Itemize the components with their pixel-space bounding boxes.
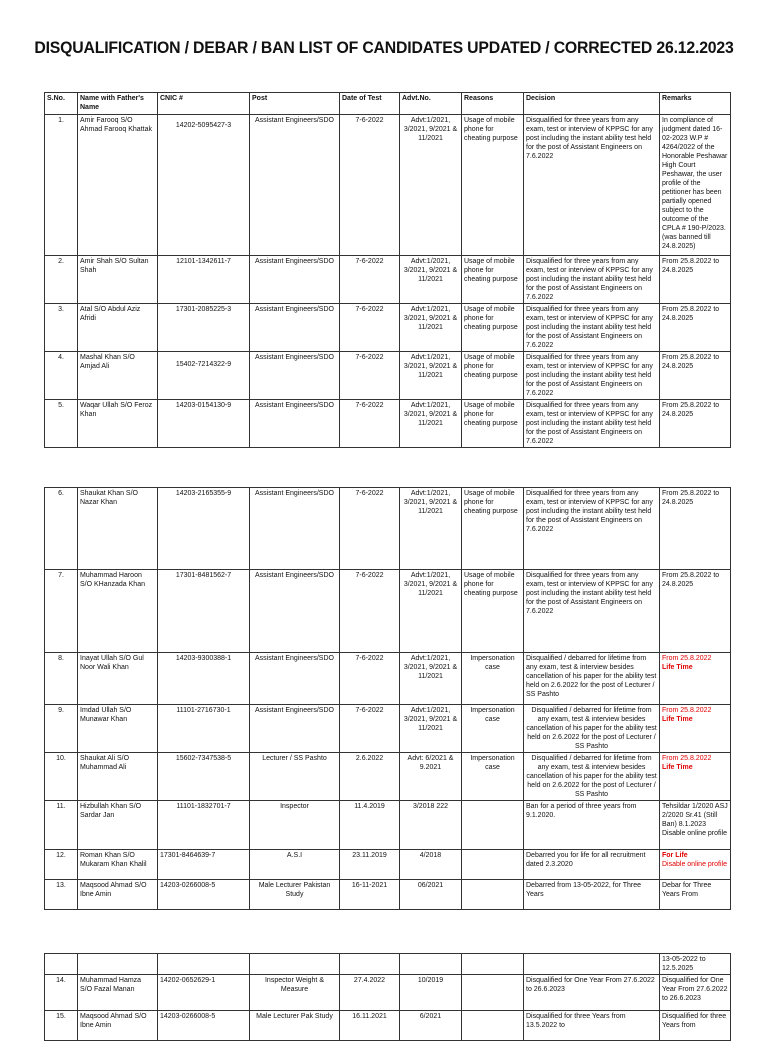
col-header-post: Post (250, 93, 340, 115)
col-header-reasons: Reasons (462, 93, 524, 115)
cell-cnic: 14203-0266008-5 (158, 880, 250, 910)
cell-remarks: Debar for Three Years From (660, 880, 731, 910)
cell-sno: 1. (45, 115, 78, 256)
col-header-decision: Decision (524, 93, 660, 115)
cell-date: 7-6-2022 (340, 352, 400, 400)
cell-decision: Disqualified for three years from any exam, test or interview of KPPSC for any post including the instant ability test held for the post of Assistant Engineers on 7.6.2022 (524, 400, 660, 448)
cell-remarks: 13-05-2022 to 12.5.2025 (660, 954, 731, 975)
cell-date: 7-6-2022 (340, 304, 400, 352)
cell-remarks: Tehsildar 1/2020 ASJ 2/2020 Sr.41 (Still Ban) 8.1.2023 Disable online profile (660, 801, 731, 850)
cell-reasons: Usage of mobile phone for cheating purpose (462, 570, 524, 653)
cell-name: Amir Farooq S/O Ahmad Farooq Khattak (78, 115, 158, 256)
col-header-remarks: Remarks (660, 93, 731, 115)
cell-name: Amir Shah S/O Sultan Shah (78, 256, 158, 304)
cell-cnic (158, 954, 250, 975)
cell-sno: 12. (45, 850, 78, 880)
cell-name: Shaukat Khan S/O Nazar Khan (78, 488, 158, 570)
cell-remarks: From 25.8.2022 to 24.8.2025 (660, 400, 731, 448)
cell-post: Assistant Engineers/SDO (250, 570, 340, 653)
cell-name: Atal S/O Abdul Aziz Afridi (78, 304, 158, 352)
cell-name: Muhammad Hamza S/O Fazal Manan (78, 975, 158, 1011)
cell-decision: Disqualified / debarred for lifetime from any exam, test & interview besides cancellation of his paper for the ability test held on 2.6.2022 for the post of Lecturer / SS Pashto (524, 705, 660, 753)
ban-list-table-part-3 (44, 953, 731, 1041)
cell-reasons: Impersonation case (462, 653, 524, 705)
cell-reasons: Impersonation case (462, 753, 524, 801)
cell-reasons: Usage of mobile phone for cheating purpose (462, 488, 524, 570)
cell-advt: Advt:1/2021, 3/2021, 9/2021 & 11/2021 (400, 304, 462, 352)
cell-remarks: From 25.8.2022 to 24.8.2025 (660, 488, 731, 570)
cell-date: 7-6-2022 (340, 256, 400, 304)
cell-post: Male Lecturer Pak Study (250, 1011, 340, 1041)
cell-date: 7-6-2022 (340, 705, 400, 753)
cell-decision (524, 954, 660, 975)
cell-decision: Disqualified for three years from any exam, test or interview of KPPSC for any post including the instant ability test held for the post of Assistant Engineers on 7.6.2022 (524, 256, 660, 304)
cell-decision: Disqualified / debarred for lifetime from any exam, test & interview besides cancellation of his paper for the ability test held on 2.6.2022 for the post of Lecturer / SS Pashto (524, 653, 660, 705)
cell-name: Mashal Khan S/O Amjad Ali (78, 352, 158, 400)
cell-decision: Disqualified for three years from any exam, test or interview of KPPSC for any post including the instant ability test held for the post of Assistant Engineers on 7.6.2022 (524, 570, 660, 653)
table-row (45, 753, 731, 801)
cell-advt: Advt:1/2021, 3/2021, 9/2021 & 11/2021 (400, 653, 462, 705)
table-row (45, 705, 731, 753)
cell-cnic: 17301-8464639-7 (158, 850, 250, 880)
table-row (45, 304, 731, 352)
cell-reasons: Usage of mobile phone for cheating purpose (462, 304, 524, 352)
cell-date: 16.11.2021 (340, 1011, 400, 1041)
table-row (45, 801, 731, 850)
cell-date (340, 954, 400, 975)
col-header-cnic: CNIC # (158, 93, 250, 115)
remarks-lifetime-red: Life Time (662, 764, 693, 771)
cell-sno: 15. (45, 1011, 78, 1041)
cell-sno: 9. (45, 705, 78, 753)
cell-advt: 10/2019 (400, 975, 462, 1011)
remarks-disable-profile-red: Disable online profile (662, 861, 727, 868)
col-header-date: Date of Test (340, 93, 400, 115)
cell-reasons (462, 801, 524, 850)
table-row (45, 256, 731, 304)
cell-date: 7-6-2022 (340, 488, 400, 570)
cell-post: Male Lecturer Pakistan Study (250, 880, 340, 910)
cell-post: Assistant Engineers/SDO (250, 256, 340, 304)
cell-reasons (462, 954, 524, 975)
cell-cnic: 11101-1832701-7 (158, 801, 250, 850)
cell-cnic: 14203-0266008-5 (158, 1011, 250, 1041)
ban-list-table-part-2 (44, 487, 731, 910)
cell-advt: Advt:1/2021, 3/2021, 9/2021 & 11/2021 (400, 256, 462, 304)
cell-post: Assistant Engineers/SDO (250, 352, 340, 400)
cell-date: 7-6-2022 (340, 115, 400, 256)
cell-advt: Advt:1/2021, 3/2021, 9/2021 & 11/2021 (400, 352, 462, 400)
cell-sno: 11. (45, 801, 78, 850)
document-title: DISQUALIFICATION / DEBAR / BAN LIST OF CANDIDATES UPDATED / CORRECTED 26.12.2023 (34, 38, 734, 57)
cell-advt: Advt: 6/2021 & 9.2021 (400, 753, 462, 801)
cell-advt: 4/2018 (400, 850, 462, 880)
cell-reasons: Usage of mobile phone for cheating purpose (462, 256, 524, 304)
cell-reasons: Usage of mobile phone for cheating purpose (462, 352, 524, 400)
cell-sno: 14. (45, 975, 78, 1011)
cell-cnic: 14202-0652629-1 (158, 975, 250, 1011)
cell-remarks: Disqualified for three Years from (660, 1011, 731, 1041)
cell-decision: Disqualified for three years from any exam, test or interview of KPPSC for any post including the instant ability test held for the post of Assistant Engineers on 7.6.2022 (524, 488, 660, 570)
cell-reasons (462, 850, 524, 880)
cell-post: Assistant Engineers/SDO (250, 115, 340, 256)
cell-date: 23.11.2019 (340, 850, 400, 880)
cell-date: 11.4.2019 (340, 801, 400, 850)
cell-name: Maqsood Ahmad S/O Ibne Amin (78, 880, 158, 910)
remarks-date-red: From 25.8.2022 (662, 707, 712, 714)
cell-advt: Advt:1/2021, 3/2021, 9/2021 & 11/2021 (400, 570, 462, 653)
cell-decision: Debarred you for life for all recruitment dated 2.3.2020 (524, 850, 660, 880)
cell-decision: Disqualified for three years from any exam, test or interview of KPPSC for any post including the instant ability test held for the post of Assistant Engineers on 7.6.2022 (524, 304, 660, 352)
cell-sno: 13. (45, 880, 78, 910)
cell-cnic: 14203-2165355-9 (158, 488, 250, 570)
remarks-date-red: From 25.8.2022 (662, 655, 712, 662)
table-row (45, 570, 731, 653)
cell-cnic: 14202-5095427-3 (158, 115, 250, 256)
cell-cnic: 15602-7347538-5 (158, 753, 250, 801)
cell-reasons: Usage of mobile phone for cheating purpose (462, 400, 524, 448)
cell-remarks: Disqualified for One Year From 27.6.2022 to 26.6.2023 (660, 975, 731, 1011)
table-row (45, 653, 731, 705)
cell-date: 7-6-2022 (340, 653, 400, 705)
cell-post: Assistant Engineers/SDO (250, 400, 340, 448)
cell-post: Inspector (250, 801, 340, 850)
remarks-date-red: From 25.8.2022 (662, 755, 712, 762)
cell-post: Inspector Weight & Measure (250, 975, 340, 1011)
cell-reasons (462, 975, 524, 1011)
table-header-row (45, 93, 731, 115)
cell-decision: Disqualified for One Year From 27.6.2022 to 26.6.2023 (524, 975, 660, 1011)
cell-date: 7-6-2022 (340, 570, 400, 653)
cell-cnic: 15402-7214322-9 (158, 352, 250, 400)
cell-sno: 8. (45, 653, 78, 705)
cell-remarks (660, 705, 731, 753)
cell-reasons (462, 880, 524, 910)
cell-date: 7-6-2022 (340, 400, 400, 448)
cell-advt (400, 954, 462, 975)
cell-reasons: Impersonation case (462, 705, 524, 753)
cell-name: Roman Khan S/O Mukaram Khan Khalil (78, 850, 158, 880)
cell-post: Assistant Engineers/SDO (250, 304, 340, 352)
table-row (45, 850, 731, 880)
cell-decision: Disqualified / debarred for lifetime from any exam, test & interview besides cancellation of his paper for the ability test held on 2.6.2022 for the post of Lecturer / SS Pashto (524, 753, 660, 801)
table-row (45, 975, 731, 1011)
cell-name: Muhammad Haroon S/O KHanzada Khan (78, 570, 158, 653)
cell-remarks: From 25.8.2022 to 24.8.2025 (660, 304, 731, 352)
cell-date: 16-11-2021 (340, 880, 400, 910)
cell-cnic: 14203-0154130-9 (158, 400, 250, 448)
cell-sno: 3. (45, 304, 78, 352)
cell-sno (45, 954, 78, 975)
cell-date: 27.4.2022 (340, 975, 400, 1011)
remarks-forlife-red: For Life (662, 852, 688, 859)
table-row (45, 1011, 731, 1041)
cell-remarks (660, 653, 731, 705)
cell-post: Assistant Engineers/SDO (250, 488, 340, 570)
cell-name: Shaukat Ali S/O Muhammad Ali (78, 753, 158, 801)
cell-cnic: 17301-8481562-7 (158, 570, 250, 653)
cell-post: Assistant Engineers/SDO (250, 705, 340, 753)
table-row (45, 115, 731, 256)
cell-advt: Advt:1/2021, 3/2021, 9/2021 & 11/2021 (400, 705, 462, 753)
col-header-advt: Advt.No. (400, 93, 462, 115)
cell-remarks: From 25.8.2022 to 24.8.2025 (660, 352, 731, 400)
cell-sno: 7. (45, 570, 78, 653)
table-row (45, 352, 731, 400)
cell-post: Assistant Engineers/SDO (250, 653, 340, 705)
cell-advt: Advt:1/2021, 3/2021, 9/2021 & 11/2021 (400, 115, 462, 256)
cell-advt: 3/2018 222 (400, 801, 462, 850)
cell-name: Imdad Ullah S/O Munawar Khan (78, 705, 158, 753)
cell-remarks (660, 753, 731, 801)
ban-list-table-part-1 (44, 92, 731, 448)
table-row (45, 488, 731, 570)
cell-remarks: In compliance of judgment dated 16-02-2023 W.P # 4264/2022 of the Honorable Peshawar High Court Peshawar, the user profile of the petitioner has been partially opened subject to the outcome of the CPLA # 190-P/2023. (was banned till 24.8.2025) (660, 115, 731, 256)
cell-reasons (462, 1011, 524, 1041)
cell-name: Hizbullah Khan S/O Sardar Jan (78, 801, 158, 850)
cell-remarks: From 25.8.2022 to 24.8.2025 (660, 256, 731, 304)
cell-advt: Advt:1/2021, 3/2021, 9/2021 & 11/2021 (400, 488, 462, 570)
table-row (45, 880, 731, 910)
cell-remarks: From 25.8.2022 to 24.8.2025 (660, 570, 731, 653)
col-header-name: Name with Father's Name (78, 93, 158, 115)
cell-cnic: 14203-9300388-1 (158, 653, 250, 705)
cell-name: Inayat Ullah S/O Gul Noor Wali Khan (78, 653, 158, 705)
table-row-continuation (45, 954, 731, 975)
cell-sno: 2. (45, 256, 78, 304)
cell-advt: 6/2021 (400, 1011, 462, 1041)
cell-advt: Advt:1/2021, 3/2021, 9/2021 & 11/2021 (400, 400, 462, 448)
remarks-lifetime-red: Life Time (662, 716, 693, 723)
cell-post: Lecturer / SS Pashto (250, 753, 340, 801)
cell-decision: Debarred from 13-05-2022, for Three Years (524, 880, 660, 910)
cell-cnic: 17301-2085225-3 (158, 304, 250, 352)
cell-sno: 10. (45, 753, 78, 801)
cell-cnic: 12101-1342611-7 (158, 256, 250, 304)
cell-sno: 4. (45, 352, 78, 400)
cell-post (250, 954, 340, 975)
cell-decision: Disqualified for three years from any exam, test or interview of KPPSC for any post including the instant ability test held for the post of Assistant Engineers on 7.6.2022 (524, 115, 660, 256)
cell-remarks (660, 850, 731, 880)
cell-date: 2.6.2022 (340, 753, 400, 801)
col-header-sno: S.No. (45, 93, 78, 115)
cell-name: Waqar Ullah S/O Feroz Khan (78, 400, 158, 448)
cell-decision: Disqualified for three years from any exam, test or interview of KPPSC for any post including the instant ability test held for the post of Assistant Engineers on 7.6.2022 (524, 352, 660, 400)
cell-sno: 6. (45, 488, 78, 570)
cell-advt: 06/2021 (400, 880, 462, 910)
cell-name: Maqsood Ahmad S/O Ibne Amin (78, 1011, 158, 1041)
cell-name (78, 954, 158, 975)
remarks-lifetime-red: Life Time (662, 664, 693, 671)
cell-decision: Disqualified for three Years from 13.5.2022 to (524, 1011, 660, 1041)
cell-cnic: 11101-2716730-1 (158, 705, 250, 753)
cell-post: A.S.I (250, 850, 340, 880)
table-row (45, 400, 731, 448)
cell-sno: 5. (45, 400, 78, 448)
cell-reasons: Usage of mobile phone for cheating purpose (462, 115, 524, 256)
cell-decision: Ban for a period of three years from 9.1.2020. (524, 801, 660, 850)
